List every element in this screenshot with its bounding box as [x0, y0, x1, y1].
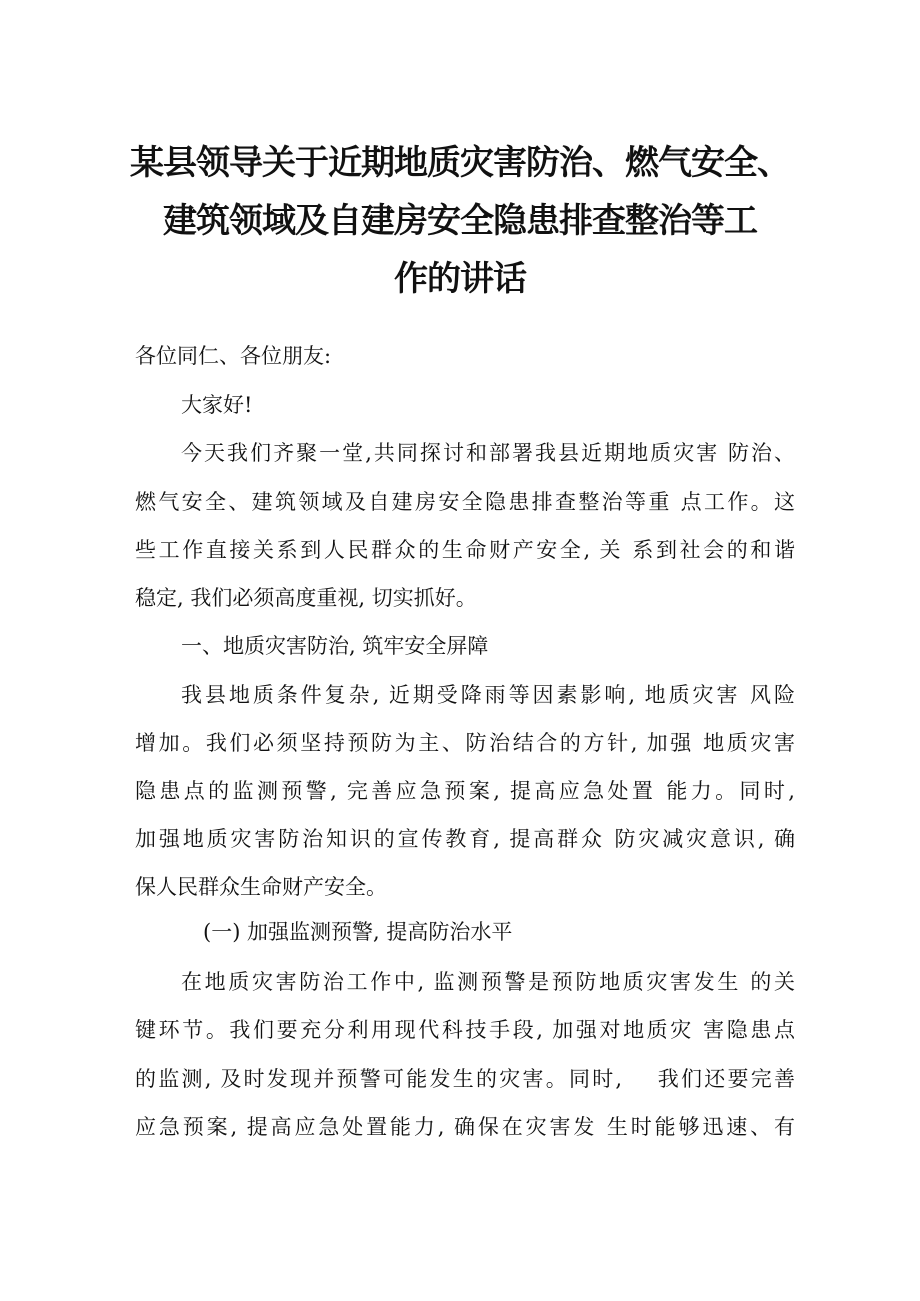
subsection-heading: (一) 加强监测预警, 提高防治水平 [203, 920, 513, 944]
title-line-1: 某县领导关于近期地质灾害防治、燃气安全、 [130, 143, 790, 183]
section-line: 我县地质条件复杂, 近期受降雨等因素影响, 地质灾害 风险 [181, 683, 795, 707]
title-line-2: 建筑领域及自建房安全隐患排查整治等工 [163, 201, 757, 241]
document-title [100, 134, 820, 308]
subsection-line: 键环节。我们要充分利用现代科技手段, 加强对地质灾 害隐患点 [135, 1018, 795, 1042]
greeting: 大家好! [181, 393, 253, 417]
section-line: 加强地质灾害防治知识的宣传教育, 提高群众 防灾减灾意识, 确 [135, 827, 795, 851]
intro-line: 今天我们齐聚一堂,共同探讨和部署我县近期地质灾害 防治、 [181, 441, 795, 465]
section-heading: 一、地质灾害防治, 筑牢安全屏障 [181, 634, 489, 658]
salutation: 各位同仁、各位朋友: [135, 344, 332, 368]
section-line: 增加。我们必须坚持预防为主、防治结合的方针, 加强 地质灾害 [135, 731, 795, 755]
section-line: 保人民群众生命财产安全。 [135, 875, 387, 899]
intro-line: 燃气安全、建筑领域及自建房安全隐患排查整治等重 点工作。这 [135, 490, 795, 514]
title-line-3: 作的讲话 [394, 259, 526, 299]
subsection-line: 应急预案, 提高应急处置能力, 确保在灾害发 生时能够迅速、有 [135, 1115, 795, 1139]
section-line: 隐患点的监测预警, 完善应急预案, 提高应急处置 能力。同时, [135, 779, 795, 803]
subsection-line: 的监测, 及时发现并预警可能发生的灾害。同时, 我们还要完善 [135, 1067, 795, 1091]
intro-line: 稳定, 我们必须高度重视, 切实抓好。 [135, 586, 477, 610]
intro-line: 些工作直接关系到人民群众的生命财产安全, 关 系到社会的和谐 [135, 538, 795, 562]
subsection-line: 在地质灾害防治工作中, 监测预警是预防地质灾害发生 的关 [181, 970, 795, 994]
